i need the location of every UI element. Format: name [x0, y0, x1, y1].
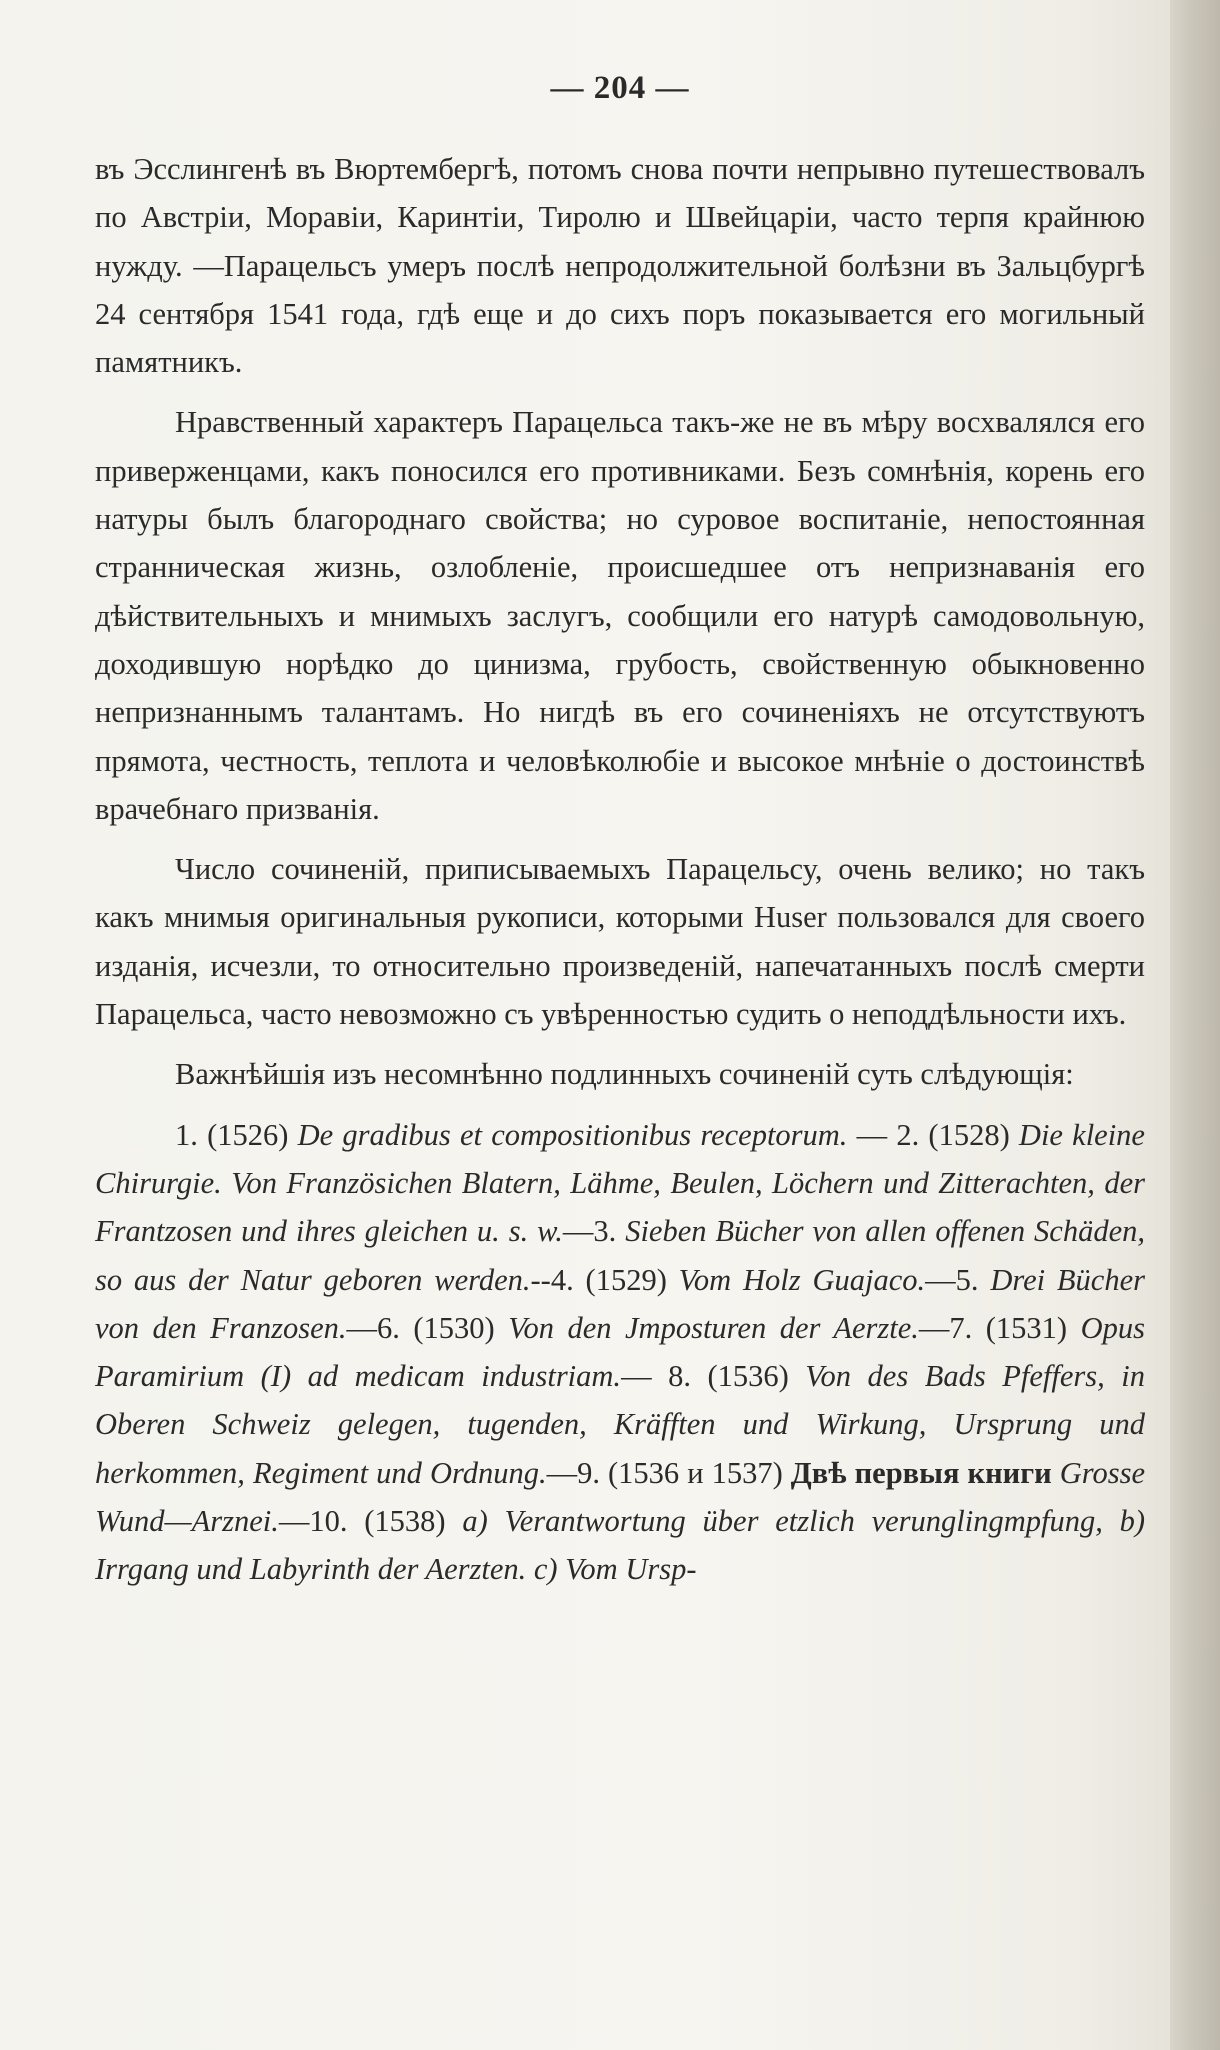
page-number: — 204 — — [550, 70, 690, 106]
page-edge-shadow — [1170, 0, 1220, 2050]
work-5: 5. Drei Bücher von den Franzosen.— — [95, 1262, 1145, 1345]
works-list — [95, 1111, 1145, 1594]
work-3: 3. Sieben Bücher von allen offenen Schäden, so aus der Natur geboren werden.-- — [95, 1214, 1145, 1297]
work-8: 8. (1536) Von des Bads Pfeffers, in Oberen Schweiz gelegen, tugenden, Kräfften und Wirkung, Ursprung und herkommen, Regiment und Ordnung.— — [95, 1359, 1145, 1490]
paragraph-1: въ Эсслингенѣ въ Вюртембергѣ, потомъ снова почти непрывно путешествовалъ по Австріи, Моравіи, Каринтіи, Тиролю и Швейцаріи, часто терпя крайнюю нужду. —Парацельсъ умеръ послѣ непродолжительной болѣзни въ Зальцбургѣ 24 сентября 1541 года, гдѣ еще и до сихъ поръ показывается его могильный памятникъ. — [95, 152, 1145, 380]
paragraph-4: Важнѣйшія изъ несомнѣнно подлинныхъ сочиненій суть слѣдующія: — [175, 1057, 1074, 1092]
paragraph-3: Число сочиненій, приписываемыхъ Парацельсу, очень велико; но такъ какъ мнимыя оригинальныя рукописи, которыми Huser пользовался для своего изданія, исчезли, то относительно произведеній, напечатанныхъ послѣ смерти Парацельса, часто невозможно съ увѣренностью судить о неподдѣльности ихъ. — [95, 852, 1145, 1032]
work-10: 10. (1538) a) Verantwortung über etzlich verunglingmpfung, b) Irrgang und Labyrinth der Aerzten. c) Vom Ursp- — [95, 1504, 1145, 1587]
work-9: 9. (1536 и 1537) Двѣ первыя книги Grosse Wund—Arznei.— — [95, 1455, 1145, 1539]
work-4: 4. (1529) Vom Holz Guajaco.— — [550, 1262, 956, 1297]
work-2: 2. (1528) Die kleine Chirurgie. Von Französichen Blatern, Lähme, Beulen, Löchern und Zitterachten, der Frantzosen und ihres gleichen u. s. w.— — [95, 1117, 1145, 1249]
page-content — [95, 70, 1145, 1594]
paragraph-2: Нравственный характеръ Парацельса такъ-же не въ мѣру восхвалялся его приверженцами, какъ поносился его противниками. Безъ сомнѣнія, корень его натуры былъ благороднаго свойства; но суровое воспитаніе, непостоянная странническая жизнь, озлобленіе, происшедшее отъ непризнаванія его дѣйствительныхъ и мнимыхъ заслугъ, сообщили его натурѣ самодовольную, доходившую норѣдко до цинизма, грубость, свойственную обыкновенно непризнаннымъ талантамъ. Но нигдѣ въ его сочиненіяхъ не отсутствуютъ прямота, честность, теплота и человѣколюбіе и высокое мнѣніе о достоинствѣ врачебнаго призванія. — [95, 405, 1145, 826]
work-1: 1. (1526) De gradibus et compositionibus receptorum. — — [175, 1117, 888, 1152]
work-6: 6. (1530) Von den Jmposturen der Aerzte.— — [377, 1310, 950, 1345]
work-7: 7. (1531) Opus Paramirium (I) ad medicam industriam.— — [95, 1310, 1145, 1394]
